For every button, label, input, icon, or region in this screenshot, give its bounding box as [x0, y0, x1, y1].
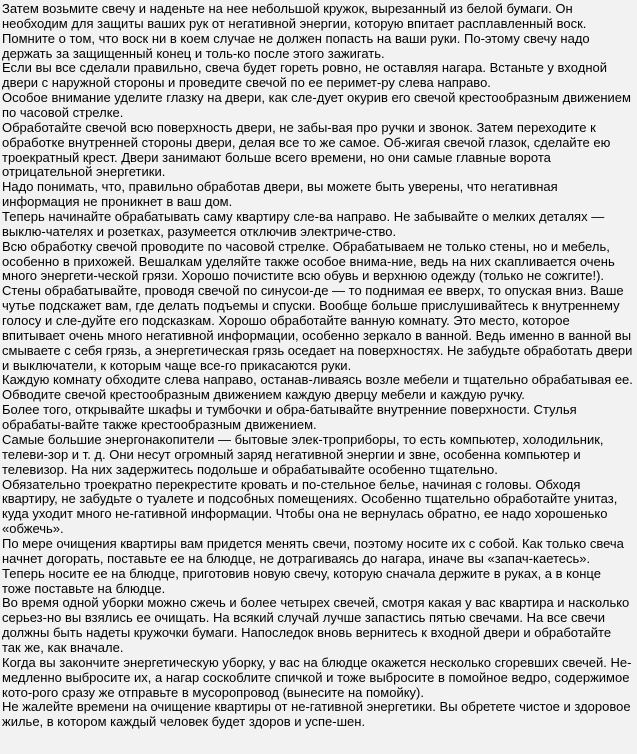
paragraph: Когда вы закончите энергетическую уборку, у вас на блюдце окажется несколько сгоревших свечей. Не-медленно выбросите их, а нагар соскоблите спичкой и тоже выбросите в помойное ведро, содержимое кото-рого сразу же отправьте в мусоропровод (вынесите на помойку).	[2, 654, 632, 700]
paragraph: Затем возьмите свечу и наденьте на нее небольшой кружок, вырезанный из белой бумаги. Он необходим для защиты ваших рук от негативной энергии, которую впитает расплавленный воск. Помните о том, что воск ни в коем случае не должен попасть на ваши руки. По-этому свечу надо держать за защищенный конец и толь-ко после этого зажигать.	[2, 1, 590, 61]
paragraph: Теперь носите ее на блюдце, приготовив новую свечу, которую сначала держите в руках, а в конце тоже поставьте на блюдце.	[2, 565, 601, 596]
paragraph: По мере очищения квартиры вам придется менять свечи, поэтому носите их с собой. Как только свеча начнет догорать, поставьте ее на блюдце, не дотрагиваясь до нагара, иначе вы «запач-каетесь».	[2, 535, 624, 566]
paragraph: Если вы все сделали правильно, свеча будет гореть ровно, не оставляя нагара. Встаньте у входной двери с наружной стороны и проведите свечой по ее перимет-ру слева направо.	[2, 60, 607, 91]
paragraph: Особое внимание уделите глазку на двери, как сле-дует окурив его свечой крестообразным движением по часовой стрелке.	[2, 90, 631, 121]
paragraph: Не жалейте времени на очищение квартиры от не-гативной энергетики. Вы обретете чистое и здоровое жилье, в котором каждый человек будет здоров и успе-шен.	[2, 699, 631, 730]
paragraph: Самые большие энергонакопители — бытовые элек-троприборы, то есть компьютер, холодильник, телеви-зор и т. д. Они несут огромный заряд негативной энергии и звне, особенна компьютер и телевизор. На них задержитесь подольше и обрабатывайте особенно тщательно.	[2, 431, 604, 477]
paragraph: Обязательно троекратно перекрестите кровать и по-стельное белье, начиная с головы. Обходя квартиру, не забудьте о туалете и подсобных помещениях. Особенно тщательно обработайте унитаз, куда уходит много не-гативной информации. Чтобы она не вернулась обратно, ее надо хорошенько «обжечь».	[2, 476, 618, 537]
paragraph: Стены обрабатывайте, проводя свечой по синусои-де — то поднимая ее вверх, то опуская вниз. Ваше чутье подскажет вам, где делать подъемы и спуски. Вообще больше прислушивайтесь к внутреннему голосу и сле-дуйте его подсказкам. Хорошо обработайте ванную комнату. Это место, которое впитывает очень много негативной информации, особенно зеркало в ванной. Ведь именно в ванной вы смываете с себя грязь, а энергетическая грязь оседает на поверхностях. Не забудьте обработать двери и выключатели, к которым чаще все-го прикасаются руки.	[2, 283, 633, 373]
paragraph: Каждую комнату обходите слева направо, останав-ливаясь возле мебели и тщательно обрабатывая ее.	[2, 372, 633, 388]
document-text	[2, 2, 633, 730]
paragraph: Более того, открывайте шкафы и тумбочки и обра-батывайте внутренние поверхности. Стулья обрабаты-вайте также крестообразным движением.	[2, 402, 577, 433]
paragraph: Надо понимать, что, правильно обработав двери, вы можете быть уверены, что негативная информация не проникнет в ваш дом.	[2, 179, 558, 210]
paragraph: Обводите свечой крестообразным движением каждую дверцу мебели и каждую ручку.	[2, 387, 525, 403]
paragraph: Во время одной уборки можно сжечь и более четырех свечей, смотря какая у вас квартира и насколько серьез-но вы взялись ее очищать. На всякий случай лучше запастись пятью свечами. На все свечи должны быть надеты кружочки бумаги. Напоследок вновь вернитесь к входной двери и обработайте так же, как вначале.	[2, 595, 630, 655]
paragraph: Всю обработку свечой проводите по часовой стрелке. Обрабатываем не только стены, но и мебель, особенно в прихожей. Вешалкам уделяйте также особое внима-ние, ведь на них скапливается очень много энергети-ческой грязи. Хорошо почистите всю обувь и верхнюю одежду (только не сожгите!).	[2, 238, 615, 284]
paragraph: Теперь начинайте обрабатывать саму квартиру сле-ва направо. Не забывайте о мелких деталях — выклю-чателях и розетках, разумеется отключив электриче-ство.	[2, 209, 605, 239]
paragraph: Обработайте свечой всю поверхность двери, не забы-вая про ручки и звонок. Затем переходите к обработке внутренней стороны двери, делая все то же самое. Об-жигая свечой глазок, сделайте ею троекратный крест. Двери занимают больше всего времени, но они самые главные ворота отрицательной энергетики.	[2, 119, 611, 180]
